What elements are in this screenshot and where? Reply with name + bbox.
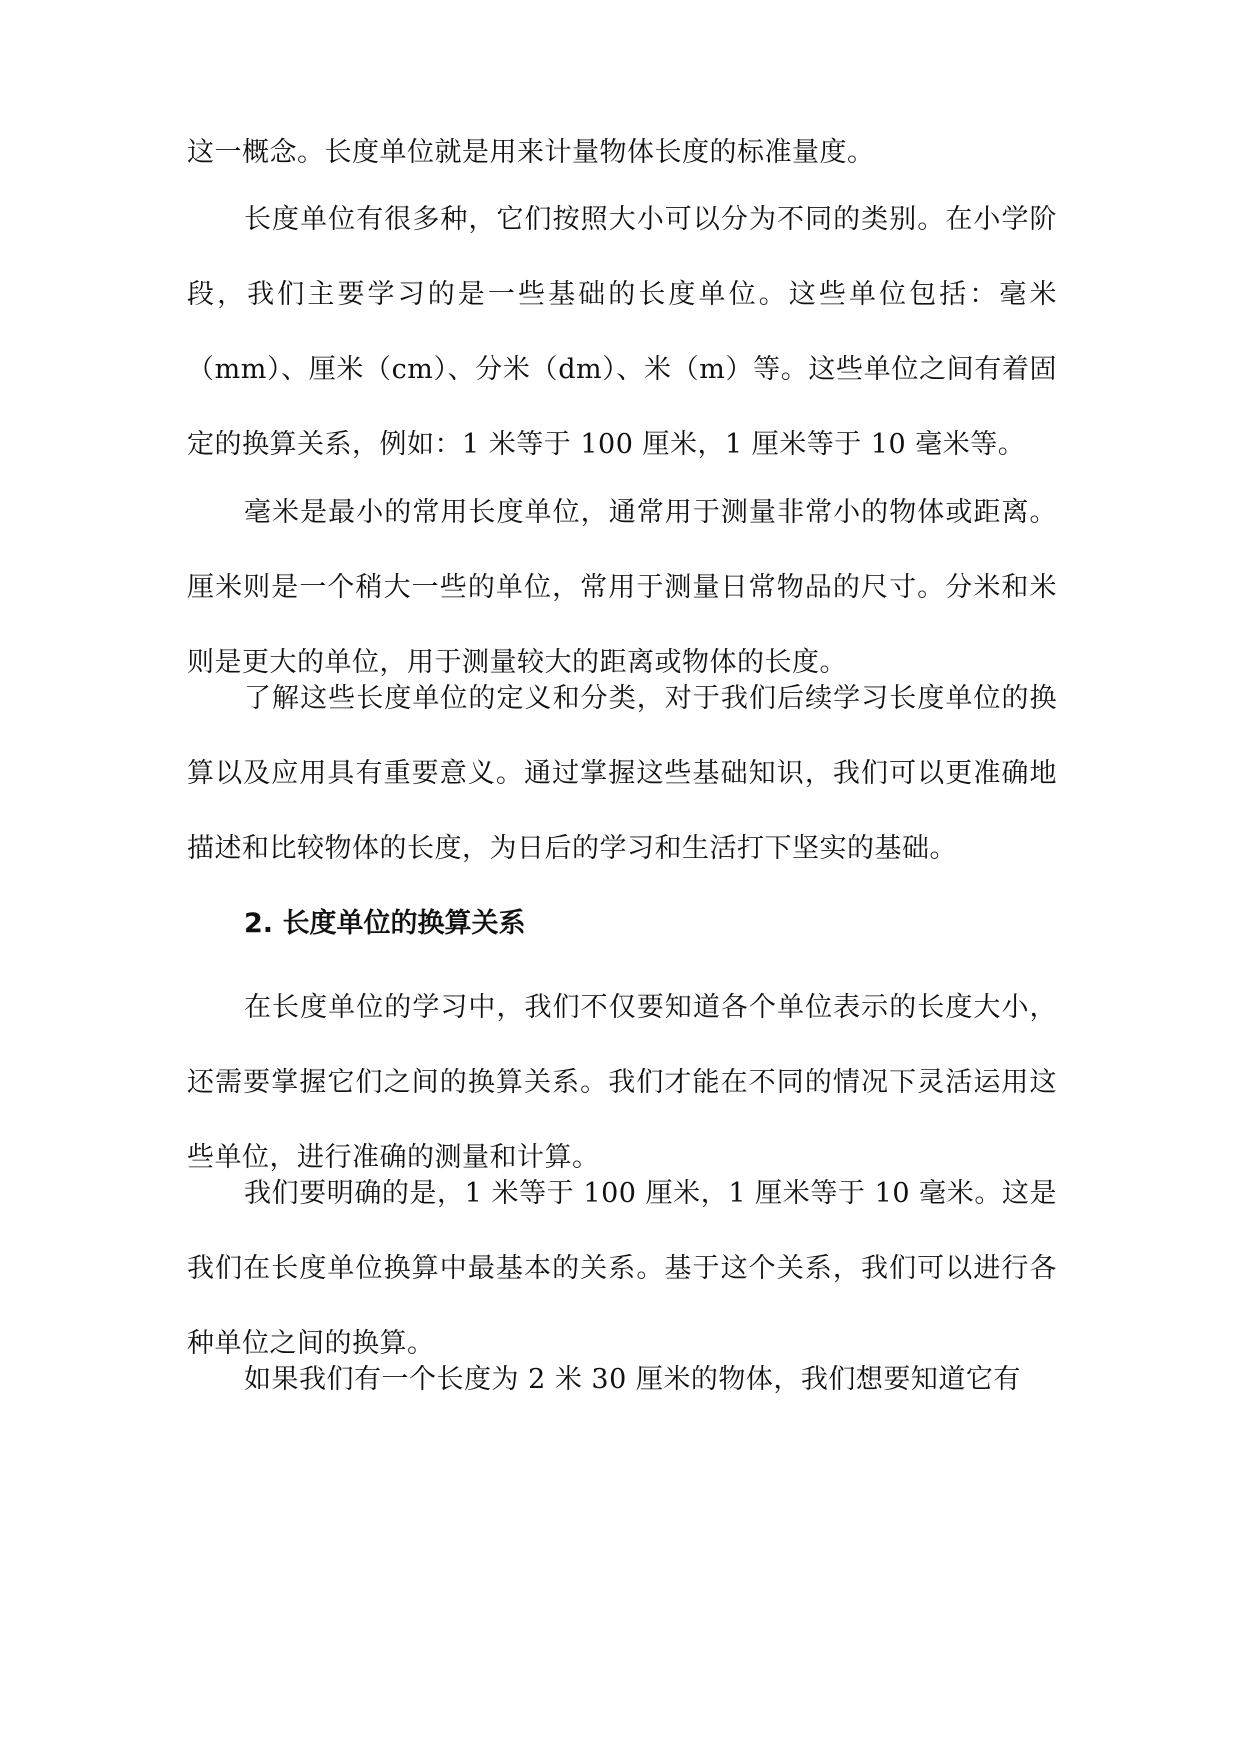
paragraph-importance: 了解这些长度单位的定义和分类，对于我们后续学习长度单位的换算以及应用具有重要意义。通过掌握这些基础知识，我们可以更准确地描述和比较物体的长度，为日后的学习和生活打下坚实的基础。 [187, 683, 1057, 864]
section-heading: 2. 长度单位的换算关系 [244, 908, 526, 939]
paragraph-example: 如果我们有一个长度为 2 米 30 厘米的物体，我们想要知道它有 [244, 1364, 1021, 1395]
paragraph-unit-types: 长度单位有很多种，它们按照大小可以分为不同的类别。在小学阶段，我们主要学习的是一些基础的长度单位。这些单位包括：毫米（mm）、厘米（cm）、分米（dm）、米（m）等。这些单位之间有着固定的换算关系，例如：1 米等于 100 厘米，1 厘米等于 10 毫米等。 [187, 204, 1057, 460]
paragraph-continuation: 这一概念。长度单位就是用来计量物体长度的标准量度。 [187, 137, 875, 168]
paragraph-unit-sizes: 毫米是最小的常用长度单位，通常用于测量非常小的物体或距离。厘米则是一个稍大一些的单位，常用于测量日常物品的尺寸。分米和米则是更大的单位，用于测量较大的距离或物体的长度。 [187, 497, 1057, 678]
paragraph-basic-relation: 我们要明确的是，1 米等于 100 厘米，1 厘米等于 10 毫米。这是我们在长度单位换算中最基本的关系。基于这个关系，我们可以进行各种单位之间的换算。 [187, 1178, 1057, 1359]
paragraph-conversion-intro: 在长度单位的学习中，我们不仅要知道各个单位表示的长度大小，还需要掌握它们之间的换算关系。我们才能在不同的情况下灵活运用这些单位，进行准确的测量和计算。 [187, 992, 1057, 1173]
